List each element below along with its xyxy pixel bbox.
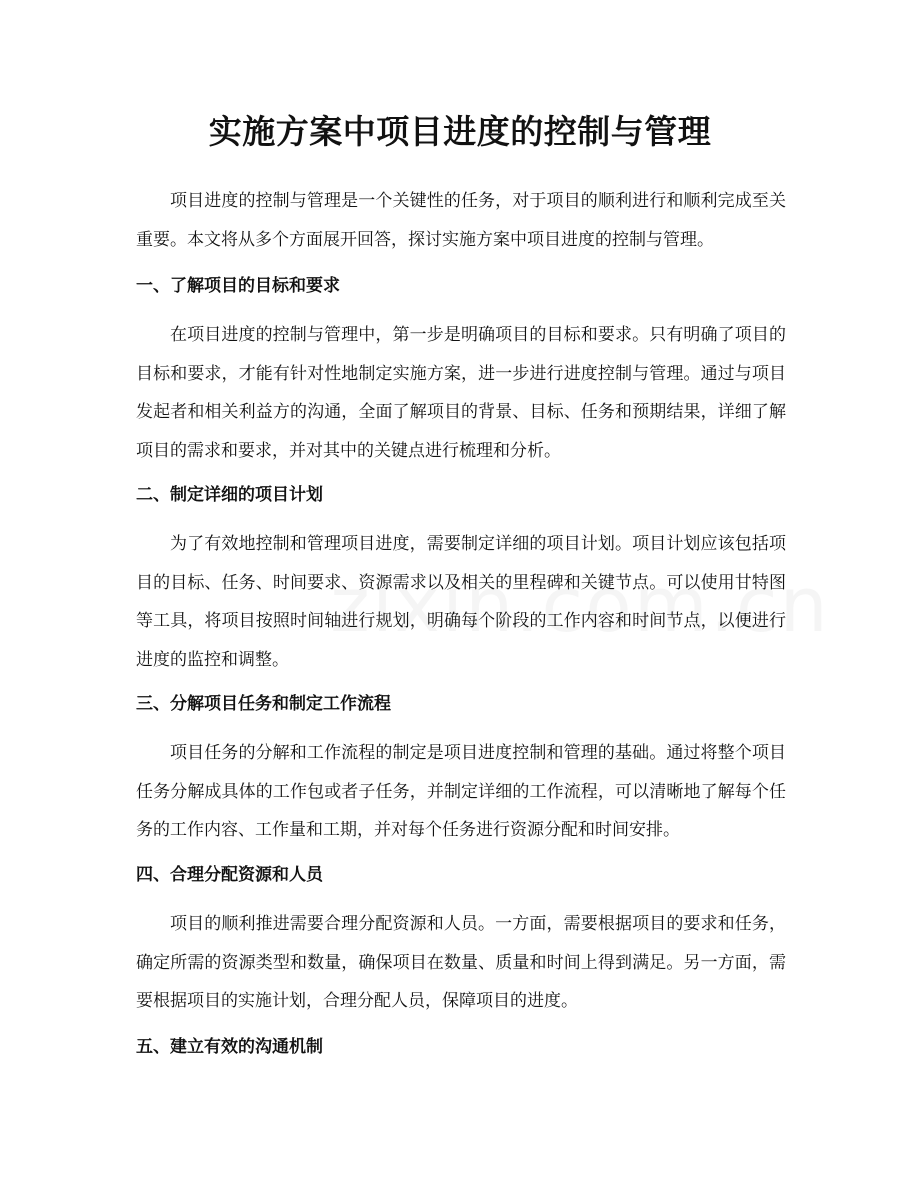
intro-paragraph: 项目进度的控制与管理是一个关键性的任务，对于项目的顺利进行和顺利完成至关重要。本文将从多个方面展开回答，探讨实施方案中项目进度的控制与管理。 [136,191,786,250]
section-heading-3: 三、分解项目任务和制定工作流程 [136,694,391,714]
section-heading-5: 五、建立有效的沟通机制 [136,1037,323,1057]
section-heading-2: 二、制定详细的项目计划 [136,485,323,505]
section-body-4: 项目的顺利推进需要合理分配资源和人员。一方面，需要根据项目的要求和任务，确定所需的资源类型和数量，确保项目在数量、质量和时间上得到满足。另一方面，需要根据项目的实施计划，合理分配人员，保障项目的进度。 [136,914,786,1011]
page-title: 实施方案中项目进度的控制与管理 [208,112,712,151]
section-body-3: 项目任务的分解和工作流程的制定是项目进度控制和管理的基础。通过将整个项目任务分解成具体的工作包或者子任务，并制定详细的工作流程，可以清晰地了解每个任务的工作内容、工作量和工期，并对每个任务进行资源分配和时间安排。 [136,743,786,840]
section-heading-1: 一、了解项目的目标和要求 [136,276,340,296]
section-heading-4: 四、合理分配资源和人员 [136,865,323,885]
section-body-1: 在项目进度的控制与管理中，第一步是明确项目的目标和要求。只有明确了项目的目标和要求，才能有针对性地制定实施方案，进一步进行进度控制与管理。通过与项目发起者和相关利益方的沟通，全面了解项目的背景、目标、任务和预期结果，详细了解项目的需求和要求，并对其中的关键点进行梳理和分析。 [136,325,786,461]
section-body-2: 为了有效地控制和管理项目进度，需要制定详细的项目计划。项目计划应该包括项目的目标、任务、时间要求、资源需求以及相关的里程碑和关键节点。可以使用甘特图等工具，将项目按照时间轴进行规划，明确每个阶段的工作内容和时间节点，以便进行进度的监控和调整。 [136,534,786,670]
